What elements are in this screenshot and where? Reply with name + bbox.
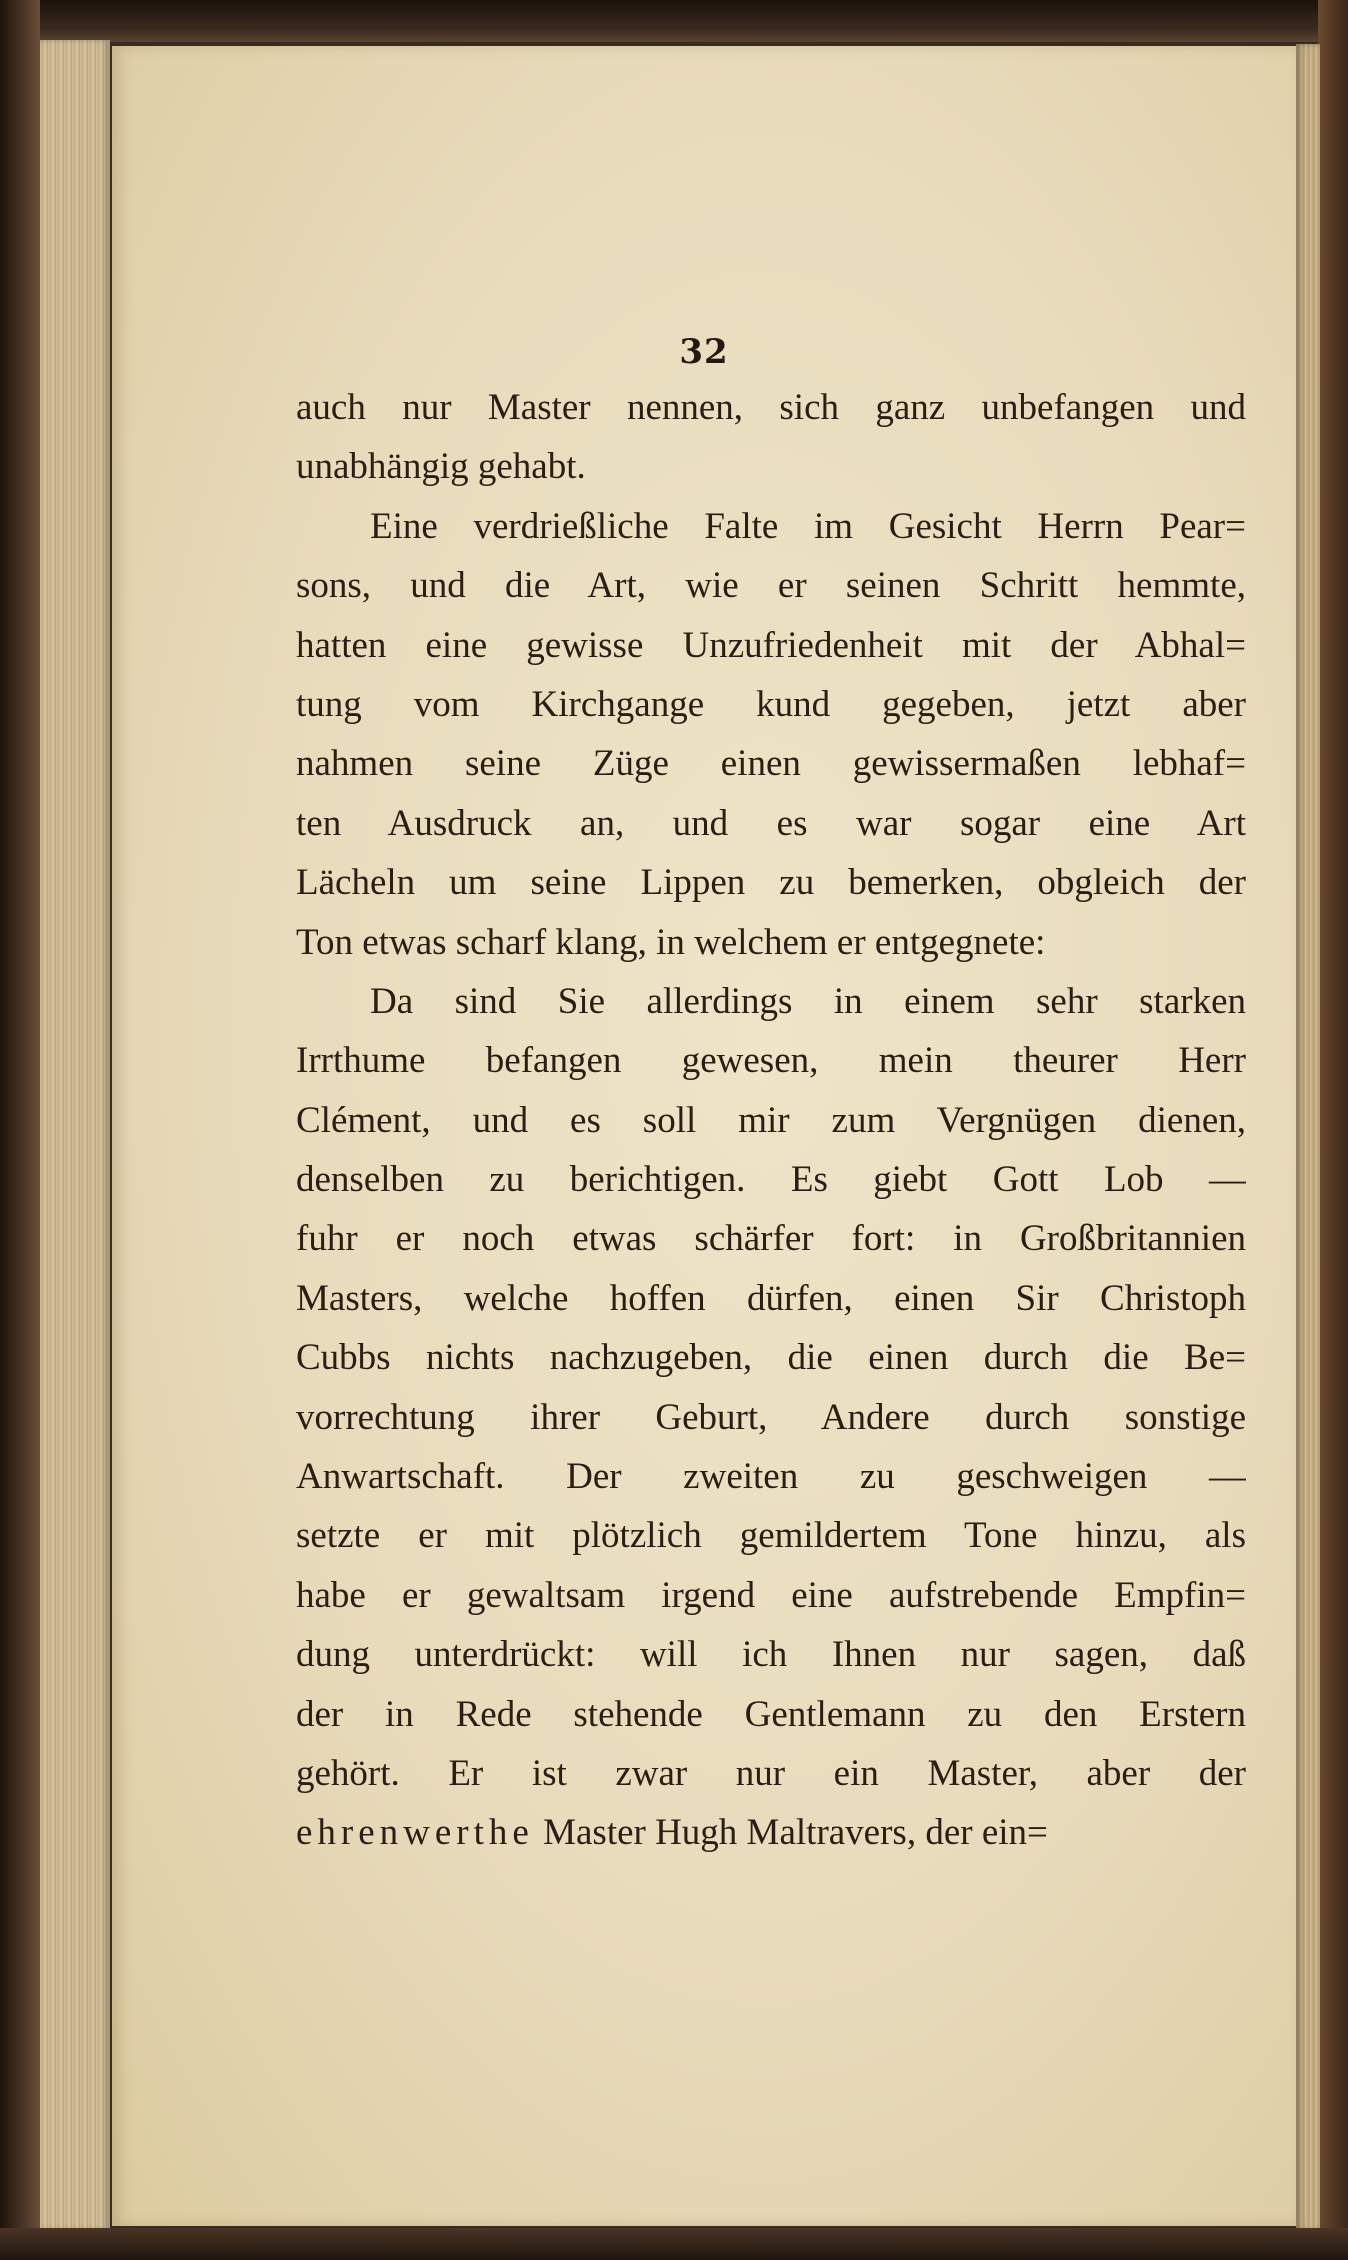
book-cover-right-edge — [1318, 0, 1348, 2260]
text-line: Eine verdrießliche Falte im Gesicht Herrn Pear= — [370, 505, 1246, 547]
page-number: 32 — [679, 332, 729, 372]
text-line: fuhr er noch etwas schärfer fort: in Großbritannien — [296, 1218, 1246, 1260]
text-line: nahmen seine Züge einen gewissermaßen lebhaf= — [296, 743, 1246, 785]
page-stack-left — [40, 40, 110, 2230]
text-line: Clément, und es soll mir zum Vergnügen dienen, — [296, 1099, 1246, 1141]
text-line-final — [296, 1803, 1246, 1862]
body-text — [296, 378, 1246, 1863]
text-line: unabhängig gehabt. — [296, 446, 586, 488]
text-line: hatten eine gewisse Unzufriedenheit mit der Abhal= — [296, 624, 1246, 666]
text-line: Ton etwas scharf klang, in welchem er entgegnete: — [296, 921, 1046, 963]
text-line: vorrechtung ihrer Geburt, Andere durch sonstige — [296, 1396, 1246, 1438]
text-line: tung vom Kirchgange kund gegeben, jetzt aber — [296, 683, 1246, 725]
text-line-final-rest: Master Hugh Maltravers, der ein= — [533, 1812, 1048, 1854]
text-line: der in Rede stehende Gentlemann zu den Erstern — [296, 1693, 1246, 1735]
text-line: denselben zu berichtigen. Es giebt Gott Lob — — [296, 1159, 1246, 1201]
text-line: Lächeln um seine Lippen zu bemerken, obgleich der — [296, 862, 1246, 904]
book-spine — [0, 0, 40, 2260]
text-line: Irrthume befangen gewesen, mein theurer Herr — [296, 1040, 1246, 1082]
text-line: Anwartschaft. Der zweiten zu geschweigen — — [296, 1456, 1246, 1498]
text-line: auch nur Master nennen, sich ganz unbefangen und — [296, 387, 1246, 428]
text-line: ten Ausdruck an, und es war sogar eine Art — [296, 802, 1246, 844]
text-line: setzte er mit plötzlich gemildertem Tone hinzu, als — [296, 1515, 1246, 1557]
text-line: sons, und die Art, wie er seinen Schritt hemmte, — [296, 565, 1246, 607]
page-stack-right — [1296, 44, 1320, 2230]
text-line: Da sind Sie allerdings in einem sehr starken — [370, 980, 1246, 1022]
text-line: dung unterdrückt: will ich Ihnen nur sagen, daß — [296, 1634, 1246, 1676]
spaced-word: ehrenwerthe — [296, 1812, 534, 1854]
book-cover-top-edge — [0, 0, 1348, 42]
book-cover-bottom-edge — [0, 2228, 1348, 2260]
text-line: habe er gewaltsam irgend eine aufstrebende Empfin= — [296, 1574, 1246, 1616]
text-line: Cubbs nichts nachzugeben, die einen durch die Be= — [296, 1337, 1246, 1379]
text-line: Masters, welche hoffen dürfen, einen Sir Christoph — [296, 1277, 1246, 1319]
text-line: gehört. Er ist zwar nur ein Master, aber der — [296, 1752, 1246, 1794]
